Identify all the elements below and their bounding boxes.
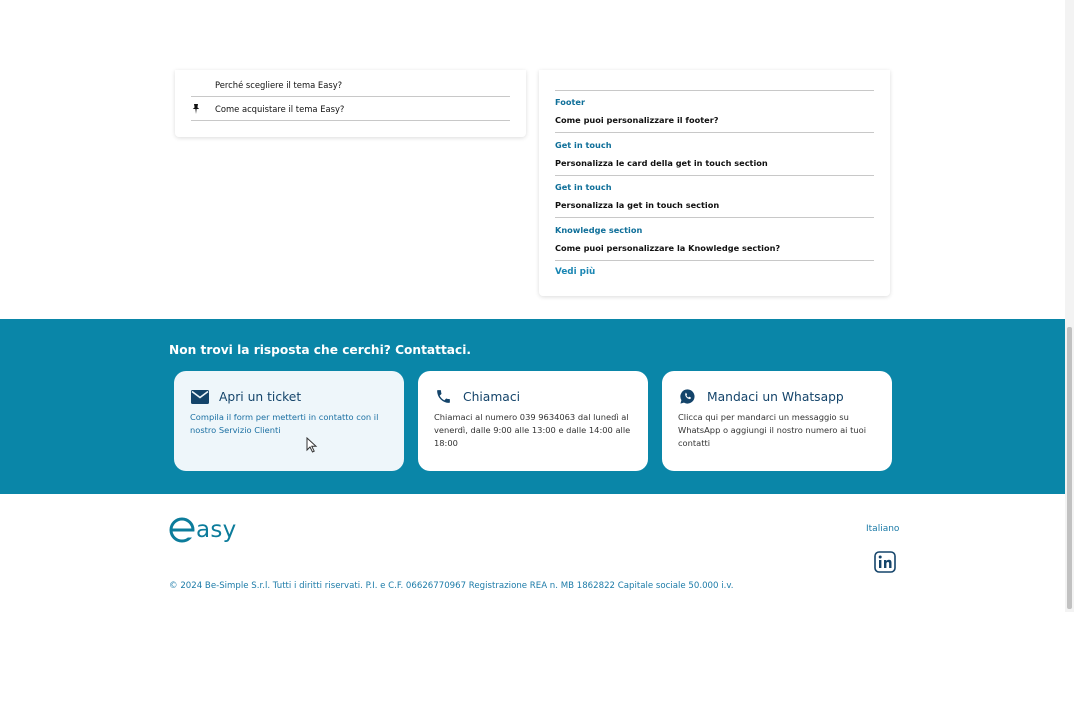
whatsapp-icon	[678, 388, 697, 405]
pin-icon	[191, 104, 201, 114]
phone-icon	[434, 388, 453, 405]
card-title: Chiamaci	[463, 389, 521, 404]
faq-question[interactable]: Come puoi personalizzare il footer?	[555, 115, 874, 133]
faq-category[interactable]: Knowledge section	[555, 225, 643, 235]
divider	[555, 90, 874, 91]
language-selector[interactable]: Italiano	[866, 524, 900, 534]
scrollbar[interactable]	[1065, 0, 1074, 612]
faq-category[interactable]: Get in touch	[555, 140, 612, 150]
contact-title: Non trovi la risposta che cerchi? Contattaci.	[169, 343, 472, 357]
copyright-text: © 2024 Be-Simple S.r.l. Tutti i diritti riservati. P.I. e C.F. 06626770967 Registrazione REA n. MB 1862822 Capitale sociale 50.000 i.v.	[169, 581, 734, 591]
call-card[interactable]	[418, 371, 648, 471]
card-title: Mandaci un Whatsapp	[707, 389, 844, 404]
whatsapp-card[interactable]	[662, 371, 892, 471]
envelope-icon	[190, 388, 209, 405]
faq-item[interactable]	[191, 97, 510, 121]
logo-e-mark	[169, 516, 195, 544]
faq-question[interactable]: Personalizza la get in touch section	[555, 200, 874, 218]
card-description: Chiamaci al numero 039 9634063 dal lunedì al venerdì, dalle 9:00 alle 13:00 e dalle 14:00 alle 18:00	[434, 412, 631, 449]
card-description: Compila il form per metterti in contatto con il nostro Servizio Clienti	[190, 412, 379, 436]
pin-icon	[191, 83, 201, 93]
faq-category[interactable]: Get in touch	[555, 182, 612, 192]
card-description: Clicca qui per mandarci un messaggio su WhatsApp o aggiungi il nostro numero ai tuoi contatti	[678, 412, 866, 449]
card-title: Apri un ticket	[219, 389, 302, 404]
see-more-link[interactable]: Vedi più	[555, 267, 596, 277]
linkedin-icon[interactable]	[874, 551, 896, 573]
faq-question[interactable]: Personalizza le card della get in touch section	[555, 158, 874, 176]
scrollbar-thumb[interactable]	[1067, 327, 1072, 609]
faq-panel-right	[539, 70, 890, 296]
faq-category[interactable]: Footer	[555, 97, 586, 107]
faq-question[interactable]: Come puoi personalizzare la Knowledge section?	[555, 243, 874, 261]
easy-logo[interactable]	[169, 516, 237, 544]
faq-item[interactable]	[191, 80, 510, 97]
ticket-card[interactable]	[174, 371, 404, 471]
mouse-cursor-icon	[306, 437, 318, 453]
contact-section	[0, 319, 1065, 494]
logo-text: asy	[196, 517, 237, 543]
faq-panel-left	[175, 70, 526, 137]
faq-item-label: Come acquistare il tema Easy?	[215, 103, 345, 114]
faq-item-label: Perché scegliere il tema Easy?	[215, 80, 343, 90]
